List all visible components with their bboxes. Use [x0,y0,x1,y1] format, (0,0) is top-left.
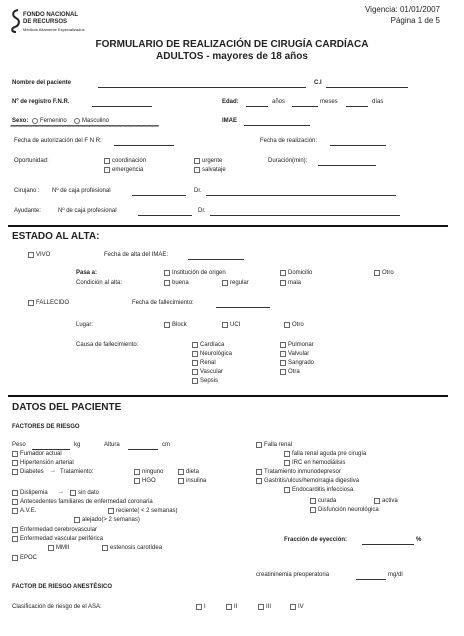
masculino-option[interactable]: Masculino [74,118,109,124]
section-divider [8,395,448,397]
hipertension-checkbox[interactable] [12,460,18,466]
inst-origen-option[interactable]: Institución de origen [164,270,226,276]
otro-lugar-option[interactable]: Otro [284,322,304,328]
causa-renal[interactable]: Renal [192,360,216,366]
imae-label: IMAE [222,118,237,124]
vigencia: Vigencia: 01/01/2007 [364,5,440,14]
causa-sangrado-checkbox[interactable] [280,360,286,366]
cirujano-caja-field[interactable] [132,195,186,196]
domicilio-option[interactable]: Domicilio [280,270,312,276]
fecha-alta-label: Fecha de alta del IMAE: [104,252,169,258]
epoc-checkbox[interactable] [12,555,18,561]
urgente-option[interactable]: urgente [194,158,222,164]
dislipemia-option[interactable]: Dislipemia [12,490,48,496]
ayudante-caja-label: Nº de caja profesional [58,208,117,214]
block-checkbox[interactable] [164,322,170,328]
reciente-option[interactable]: reciente( < 2 semanas) [108,508,178,514]
causa-renal-checkbox[interactable] [192,360,198,366]
cirujano-caja-label: Nº de caja profesional [52,188,111,194]
inmunodepresor-option[interactable]: Tratamiento inmunodepresor [256,469,341,475]
cerebrovascular-checkbox[interactable] [12,527,18,533]
dias-label: días [372,99,384,105]
antecedentes-checkbox[interactable] [12,499,18,505]
nombre-label: Nombre del paciente [12,80,72,86]
causa-sangrado[interactable]: Sangrado [280,360,314,366]
salvataje-option[interactable]: salvataje [194,167,226,173]
femenino-option[interactable]: Femenino [32,118,67,124]
causa-pulmonar-checkbox[interactable] [280,342,286,348]
dias-field[interactable] [346,106,368,107]
causa-valvular[interactable]: Valvular [280,351,309,357]
section-divider [8,225,448,227]
edad-label: Edad: [222,99,239,105]
causa-cardiaca-checkbox[interactable] [192,342,198,348]
inst-origen-checkbox[interactable] [164,270,170,276]
org-name-line3: Médicos Altamente Especializados [23,27,85,32]
vivo-option[interactable]: VIVO [28,252,50,258]
ninguno-option[interactable]: ninguno [134,469,163,475]
asa-iv-option[interactable]: IV [290,604,304,610]
arrow-right-icon: → [50,468,56,474]
vivo-checkbox[interactable] [28,252,34,258]
pasa-label: Pasa a: [76,270,98,276]
femenino-radio[interactable] [32,118,38,124]
irc-checkbox[interactable] [284,460,290,466]
peso-field[interactable] [32,449,70,450]
altura-field[interactable] [128,449,158,450]
alejado-checkbox[interactable] [74,517,80,523]
coordinacion-option[interactable]: coordinación [104,158,146,164]
uci-checkbox[interactable] [222,322,228,328]
cirujano-label: Cirujano : [14,188,40,194]
mmii-checkbox[interactable] [48,545,54,551]
creatininemia-field[interactable] [356,579,386,580]
otro-lugar-checkbox[interactable] [284,322,290,328]
causa-vascular-checkbox[interactable] [192,369,198,375]
gastritis-option[interactable]: Gastritis/ulcus/hemorragia digestiva [256,478,359,484]
fecha-realizacion-label: Fecha de realización: [260,138,318,144]
causa-otra-checkbox[interactable] [280,369,286,375]
oportunidad-label: Oportunidad: [14,158,49,164]
fallecido-checkbox[interactable] [28,300,34,306]
buena-checkbox[interactable] [164,280,170,286]
estado-alta-title: ESTADO AL ALTA: [12,231,100,242]
peso-label: Peso [12,442,26,448]
masculino-radio[interactable] [74,118,80,124]
arrow-right-icon: → [58,489,64,495]
cirujano-dr-label: Dr. [194,188,202,194]
causa-label: Causa de fallecimiento: [76,342,139,348]
domicilio-checkbox[interactable] [280,270,286,276]
insulina-option[interactable]: insulina [178,478,206,484]
asa-iii-checkbox[interactable] [258,604,264,610]
curada-option[interactable]: curada [310,498,336,504]
mala-checkbox[interactable] [280,280,286,286]
form-title: FORMULARIO DE REALIZACIÓN DE CIRUGÍA CARDÍACA [95,39,369,50]
antecedentes-option[interactable]: Antecedentes familiares de enfermedad coronaria [12,499,153,505]
diabetes-option[interactable]: Diabetes [12,469,44,475]
hgo-checkbox[interactable] [134,478,140,484]
fumador-checkbox[interactable] [12,451,18,457]
otro-option[interactable]: Otro [374,270,394,276]
cerebrovascular-option[interactable]: Enfermedad cerebrovascular [12,527,97,533]
kg-label: kg [74,442,81,448]
meses-label: meses [320,99,338,105]
fecha-autorizacion-label: Fecha de autorización del F N R: [14,138,102,144]
causa-neurologica-checkbox[interactable] [192,351,198,357]
disfuncion-option[interactable]: Disfunción neurológica [310,507,379,513]
periferica-option[interactable]: Enfermedad vascular periférica [12,536,103,542]
endocarditis-checkbox[interactable] [284,487,290,493]
org-name-line2: DE RECURSOS [23,19,68,25]
condicion-label: Condición al alta: [76,280,123,286]
carotidea-option[interactable]: estenosis carotídea [102,545,162,551]
sexo-label: Sexo: [12,118,29,124]
disfuncion-checkbox[interactable] [310,507,316,513]
nombre-field[interactable] [98,87,306,88]
falla-aguda-checkbox[interactable] [284,451,290,457]
buena-option[interactable]: buena [164,280,189,286]
dislipemia-checkbox[interactable] [12,490,18,496]
causa-otra[interactable]: Otra [280,369,300,375]
ave-checkbox[interactable] [12,508,18,514]
asa-label: Clasificación de riesgo de el ASA: [12,604,102,610]
activa-checkbox[interactable] [374,498,380,504]
regular-checkbox[interactable] [222,280,228,286]
page-number: Página 1 de 5 [390,16,440,25]
inmunodepresor-checkbox[interactable] [256,469,262,475]
ave-option[interactable]: A.V.E. [12,508,36,514]
fnr-logo-icon [9,8,21,34]
tratamiento-label: Tratamiento: [60,469,94,475]
salvataje-checkbox[interactable] [194,167,200,173]
asa-iii-option[interactable]: III [258,604,271,610]
causa-vascular[interactable]: Vascular [192,369,223,375]
ayudante-dr-label: Dr. [198,208,206,214]
insulina-checkbox[interactable] [178,478,184,484]
org-name-line1: FONDO NACIONAL [23,12,78,18]
epoc-option[interactable]: EPOC [12,555,37,561]
separator-stars: ************************************************************************************************************************ [10,125,159,131]
dieta-checkbox[interactable] [178,469,184,475]
asa-iv-checkbox[interactable] [290,604,296,610]
pct-label: % [416,537,422,543]
causa-sepsis[interactable]: Sepsis [192,378,218,384]
falla-renal-option[interactable]: Falla renal [256,442,292,448]
otro-checkbox[interactable] [374,270,380,276]
causa-neurologica[interactable]: Neurológica [192,351,232,357]
fecha-fallecimiento-label: Fecha de fallecimiento: [132,300,194,306]
ninguno-checkbox[interactable] [134,469,140,475]
cirujano-dr-field[interactable] [206,195,396,196]
activa-option[interactable]: activa [374,498,398,504]
altura-label: Altura [104,442,120,448]
form-subtitle: ADULTOS - mayores de 18 años [156,51,308,62]
fraccion-label: Fracción de eyección: [284,537,348,543]
anestesico-title: FACTOR DE RIESGO ANESTÉSICO [12,584,113,590]
ayudante-dr-field[interactable] [210,215,400,216]
asa-ii-checkbox[interactable] [226,604,232,610]
mgdl-label: mg/dl [388,572,403,578]
irc-option[interactable]: IRC en hemodiálisis [284,460,345,466]
block-option[interactable]: Block [164,322,187,328]
fraccion-field[interactable] [362,544,414,545]
falla-renal-checkbox[interactable] [256,442,262,448]
registro-label: Nº de registro F.N.R. [12,99,70,105]
datos-title: DATOS DEL PACIENTE [12,402,122,413]
urgente-checkbox[interactable] [194,158,200,164]
carotidea-checkbox[interactable] [102,545,108,551]
asa-i-option[interactable]: I [196,604,206,610]
duracion-label: Duración(min): [268,158,308,164]
uci-option[interactable]: UCI [222,322,240,328]
diabetes-checkbox[interactable] [12,469,18,475]
fallecido-option[interactable]: FALLECIDO [28,300,69,306]
curada-checkbox[interactable] [310,498,316,504]
reciente-checkbox[interactable] [108,508,114,514]
anos-field[interactable] [246,106,268,107]
emergencia-option[interactable]: emergencia [104,167,143,173]
fumador-option[interactable]: Fumador actual [12,451,62,457]
endocarditis-option[interactable]: Endocarditis infecciosa [284,487,353,493]
asa-i-checkbox[interactable] [196,604,202,610]
registro-field[interactable] [92,106,152,107]
causa-sepsis-checkbox[interactable] [192,378,198,384]
gastritis-checkbox[interactable] [256,478,262,484]
causa-pulmonar[interactable]: Pulmonar [280,342,314,348]
fecha-autorizacion-field[interactable] [114,145,174,146]
creatininemia-label: creatininemia preoperatoria [256,572,330,578]
mala-option[interactable]: mala [280,280,301,286]
causa-cardiaca[interactable]: Cardíaca [192,342,224,348]
ayudante-label: Ayudante: [14,208,41,214]
emergencia-checkbox[interactable] [104,167,110,173]
fecha-fallecimiento-field[interactable] [216,307,270,308]
coordinacion-checkbox[interactable] [104,158,110,164]
asa-ii-option[interactable]: II [226,604,237,610]
ci-field[interactable] [326,87,408,88]
alejado-option[interactable]: alejado(> 2 semanas) [74,517,140,523]
anos-label: años [272,99,286,105]
cm-label: cm [162,442,170,448]
dieta-option[interactable]: dieta [178,469,199,475]
regular-option[interactable]: regular [222,280,249,286]
causa-valvular-checkbox[interactable] [280,351,286,357]
mmii-option[interactable]: MMII [48,545,69,551]
hipertension-option[interactable]: Hipertensión arterial [12,460,74,466]
meses-field[interactable] [292,106,318,107]
factores-title: FACTORES DE RIESGO [12,424,80,430]
ayudante-caja-field[interactable] [138,215,192,216]
periferica-checkbox[interactable] [12,536,18,542]
sin-dato-checkbox[interactable] [70,490,76,496]
falla-aguda-option[interactable]: falla renal aguda pre cirugía [284,451,366,457]
hgo-option[interactable]: HGO [134,478,156,484]
fecha-realizacion-field[interactable] [330,145,386,146]
lugar-label: Lugar: [76,322,94,328]
sin-dato-option[interactable]: sin dato [70,490,99,496]
duracion-field[interactable] [318,165,376,166]
fecha-alta-field[interactable] [188,259,244,260]
ci-label: C.I [314,80,322,86]
